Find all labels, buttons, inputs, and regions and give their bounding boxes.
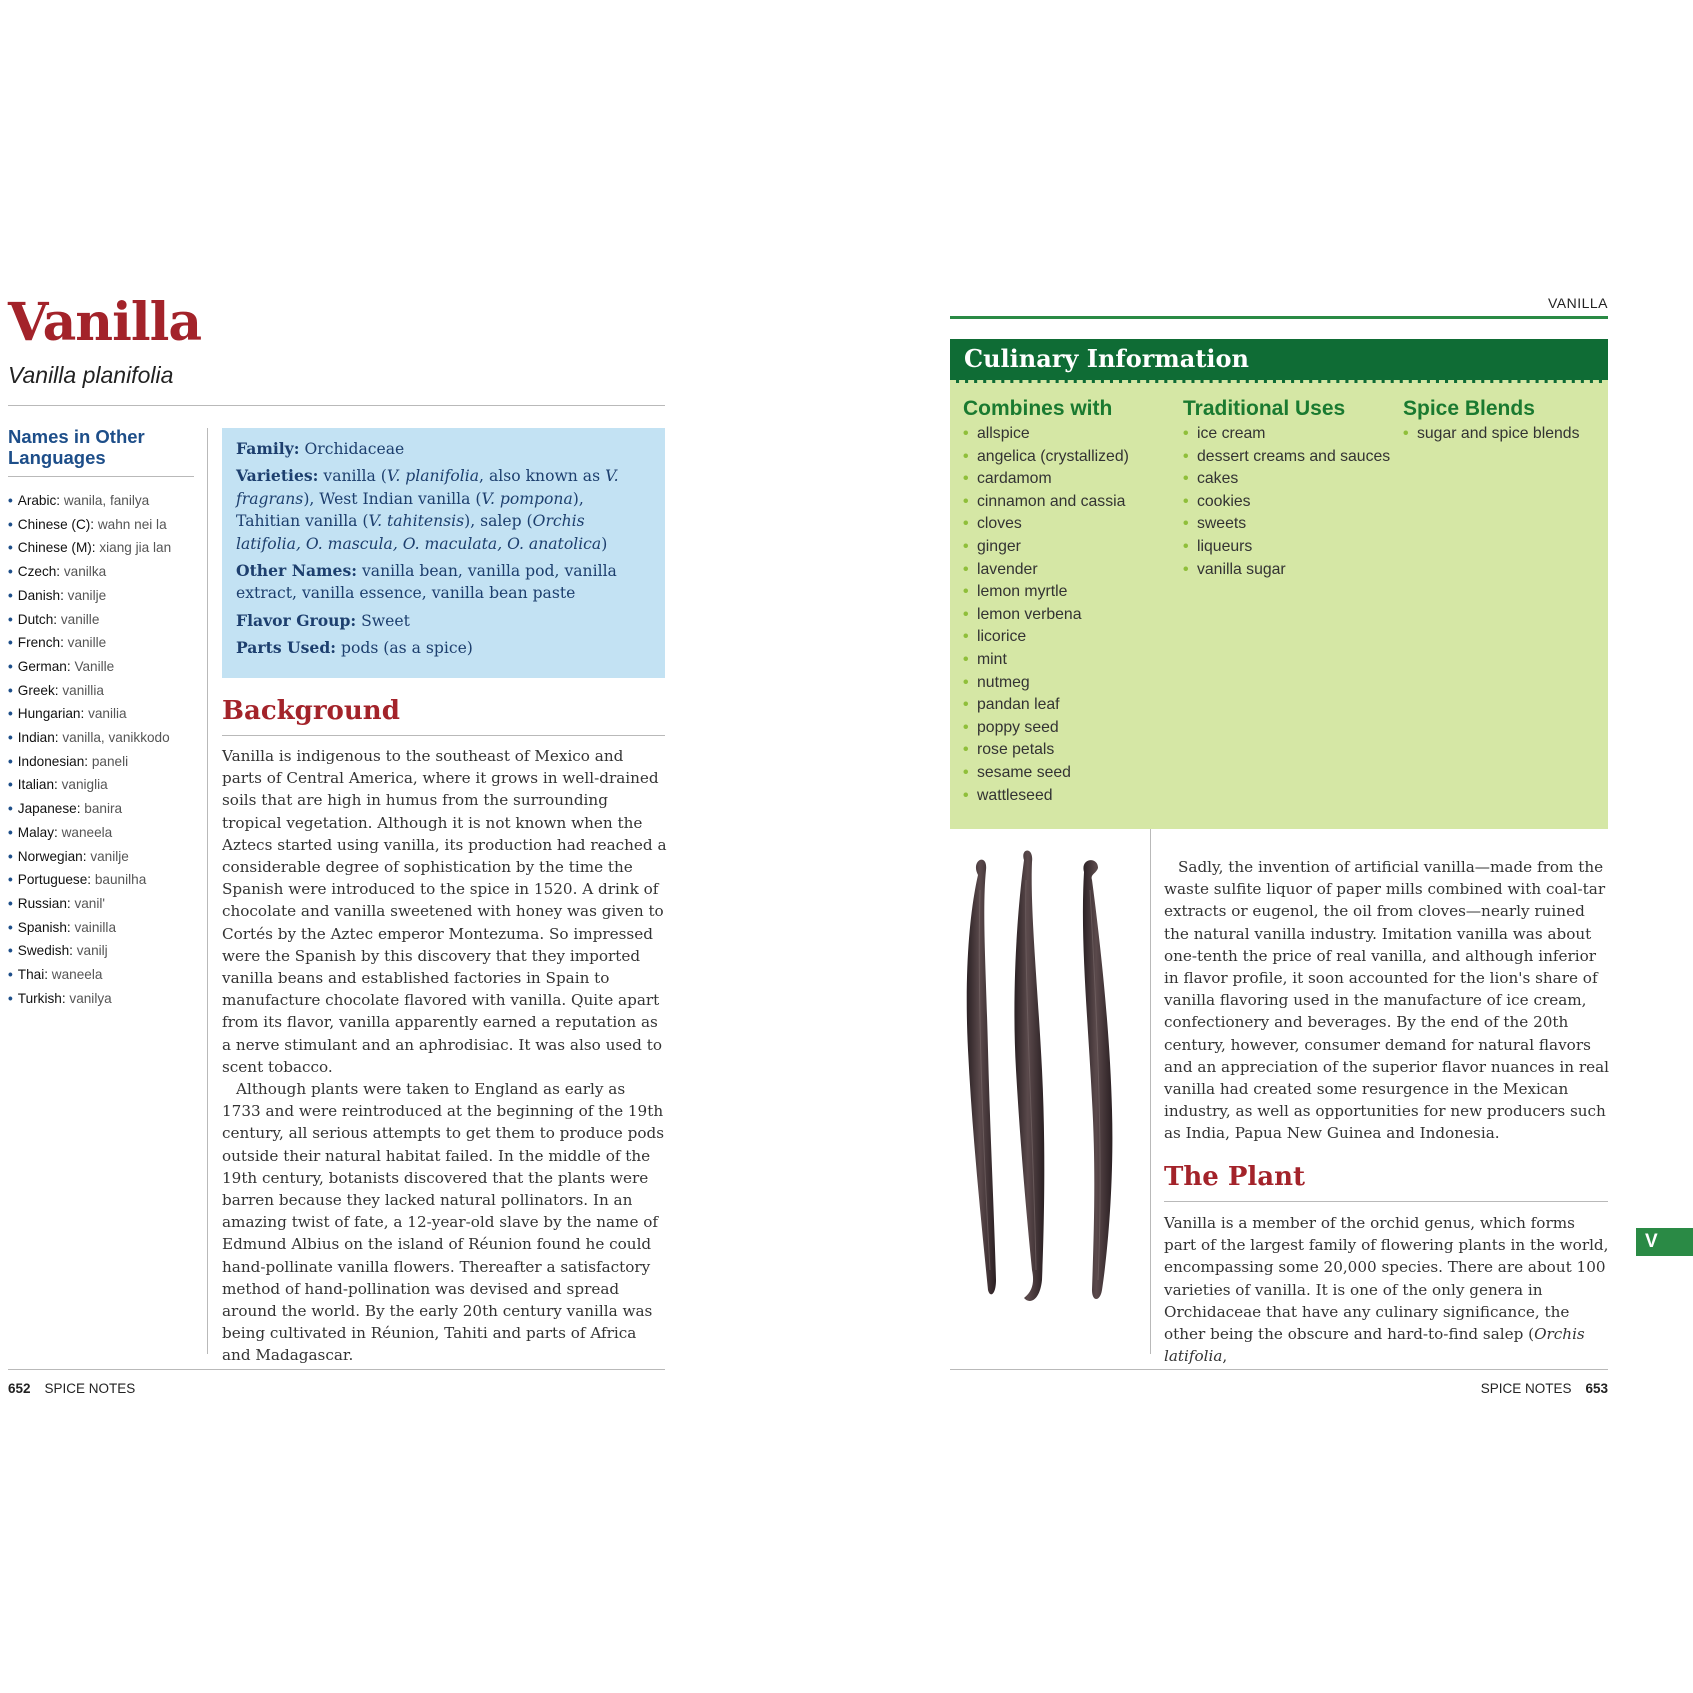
culinary-information-box	[950, 339, 1608, 829]
language-label: Danish:	[17, 587, 64, 603]
language-name-item	[8, 963, 194, 987]
language-name-item	[8, 797, 194, 821]
uses-item: • vanilla sugar	[1183, 559, 1393, 582]
language-name-item	[8, 608, 194, 632]
language-term: vanilje	[90, 848, 129, 864]
bullet-icon: •	[8, 967, 13, 983]
language-label: Indonesian:	[17, 753, 89, 769]
bullet-icon: •	[8, 872, 13, 888]
traditional-uses-column	[1183, 397, 1393, 581]
language-term: wahn nei la	[97, 516, 167, 532]
column-divider-right	[1150, 829, 1151, 1354]
bullet-icon: •	[8, 540, 13, 556]
combines-item: • nutmeg	[963, 672, 1173, 695]
language-label: Spanish:	[17, 919, 71, 935]
bullet-icon: •	[8, 824, 13, 840]
language-label: German:	[17, 658, 71, 674]
bullet-icon: •	[8, 611, 13, 627]
other-names-fact: Other Names: vanilla bean, vanilla pod, vanilla extract, vanilla essence, vanilla bean paste	[236, 561, 617, 603]
industry-text	[1164, 856, 1610, 1145]
bullet-icon: •	[8, 706, 13, 722]
language-term: vainilla	[74, 919, 117, 935]
language-term: banira	[84, 801, 123, 817]
language-label: Czech:	[17, 564, 61, 580]
language-term: waneela	[61, 824, 113, 840]
bullet-icon: •	[8, 635, 13, 651]
combines-item: • allspice	[963, 423, 1173, 446]
vanilla-pod-3	[1083, 860, 1112, 1299]
language-label: Malay:	[17, 824, 58, 840]
language-term: vanillia	[62, 682, 104, 698]
names-divider	[8, 476, 194, 477]
language-name-item	[8, 987, 194, 1011]
language-term: vaniglia	[61, 777, 108, 793]
page-number-right: 653	[1585, 1381, 1608, 1396]
language-name-item	[8, 702, 194, 726]
language-term: baunilha	[94, 872, 147, 888]
language-term: xiang jia lan	[99, 540, 172, 556]
running-head-rule	[950, 316, 1608, 319]
language-name-item	[8, 939, 194, 963]
the-plant-paragraph: Vanilla is a member of the orchid genus, which forms part of the largest family of flowering plants in the world, encompassing some 20,000 species. There are about 100 varieties of vanilla. It is one of the only genera in Orchidaceae that have any culinary significance, the other being the obscure and hard-to-find salep (Orchis latifolia,	[1164, 1214, 1609, 1366]
uses-item: • dessert creams and sauces	[1183, 446, 1393, 469]
combines-item: • lavender	[963, 559, 1173, 582]
language-label: Russian:	[17, 895, 71, 911]
language-label: Indian:	[17, 730, 59, 746]
bullet-icon: •	[8, 682, 13, 698]
bullet-icon: •	[8, 658, 13, 674]
uses-item: • cookies	[1183, 491, 1393, 514]
combines-item: • lemon verbena	[963, 604, 1173, 627]
background-paragraph-2: Although plants were taken to England as early as 1733 and were reintroduced at the beginning of the 19th century, all serious attempts to get them to produce pods outside their natural habitat failed. In the middle of the 19th century, botanists discovered that the plants were barren because they lacked natural pollinators. In an amazing twist of fate, a 12-year-old slave by the name of Edmund Albius on the island of Réunion found he could hand-pollinate vanilla flowers. Thereafter a satisfactory method of hand-pollination was devised and spread around the world. By the early 20th century vanilla was being cultivated in Réunion, Tahiti and parts of Africa and Madagascar.	[222, 1080, 665, 1365]
language-name-item	[8, 584, 194, 608]
bullet-icon: •	[8, 943, 13, 959]
spice-blends-column	[1403, 397, 1603, 446]
the-plant-divider	[1164, 1201, 1608, 1202]
combines-item: • licorice	[963, 626, 1173, 649]
industry-paragraph: Sadly, the invention of artificial vanilla—made from the waste sulfite liquor of paper mills combined with coal-tar extracts or eugenol, the oil from cloves—nearly ruined the natural vanilla industry. Imitation vanilla was about one-tenth the price of real vanilla, and although inferior in flavor profile, it soon accounted for the lion's share of vanilla flavoring used in the manufacture of ice cream, confectionery and beverages. By the end of the 20th century, however, consumer demand for natural flavors and an appreciation of the superior flavor nuances in real vanilla had created some resurgence in the Mexican industry, as well as opportunities for new producers such as India, Papua New Guinea and Indonesia.	[1164, 858, 1609, 1143]
combines-item: • wattleseed	[963, 785, 1173, 808]
parts-used-fact: Parts Used: pods (as a spice)	[236, 638, 473, 658]
thumb-index-tab: V	[1636, 1228, 1693, 1256]
language-name-item	[8, 773, 194, 797]
language-name-item	[8, 513, 194, 537]
language-name-item	[8, 892, 194, 916]
language-label: Chinese (C):	[17, 516, 95, 532]
language-term: waneela	[51, 967, 103, 983]
language-term: vanilje	[67, 587, 107, 603]
footer-divider-left	[8, 1369, 665, 1370]
names-list	[8, 489, 194, 1010]
language-term: vanille	[60, 611, 100, 627]
combines-item: • pandan leaf	[963, 694, 1173, 717]
page-title: Vanilla	[8, 292, 202, 353]
language-label: Thai:	[17, 967, 48, 983]
family-fact: Family: Orchidaceae	[236, 439, 405, 458]
language-name-item	[8, 845, 194, 869]
background-text	[222, 745, 668, 1367]
language-name-item	[8, 631, 194, 655]
section-label-right: SPICE NOTES	[1480, 1381, 1572, 1396]
combines-item: • rose petals	[963, 739, 1173, 762]
bullet-icon: •	[8, 990, 13, 1006]
uses-item: • liqueurs	[1183, 536, 1393, 559]
language-name-item	[8, 868, 194, 892]
language-label: French:	[17, 635, 64, 651]
bullet-icon: •	[8, 564, 13, 580]
column-divider	[207, 428, 208, 1354]
combines-item: • cinnamon and cassia	[963, 491, 1173, 514]
language-label: Arabic:	[17, 493, 61, 508]
bullet-icon: •	[8, 516, 13, 532]
blends-item: • sugar and spice blends	[1403, 423, 1603, 446]
language-label: Hungarian:	[17, 706, 85, 722]
names-heading: Names in Other Languages	[8, 426, 145, 468]
combines-item: • poppy seed	[963, 717, 1173, 740]
title-divider	[8, 405, 665, 406]
uses-item: • sweets	[1183, 513, 1393, 536]
language-name-item	[8, 821, 194, 845]
language-term: Vanille	[74, 658, 115, 674]
bullet-icon: •	[8, 895, 13, 911]
combines-item: • cloves	[963, 513, 1173, 536]
culinary-heading: Culinary Information	[950, 339, 1608, 383]
flavor-group-fact: Flavor Group: Sweet	[236, 610, 410, 630]
language-term: vanille	[67, 635, 107, 651]
combines-list	[963, 423, 1173, 807]
bullet-icon: •	[8, 848, 13, 864]
uses-list	[1183, 423, 1393, 581]
language-label: Portuguese:	[17, 872, 92, 888]
uses-heading: Traditional Uses	[1183, 397, 1346, 420]
language-name-item	[8, 679, 194, 703]
background-heading: Background	[222, 696, 400, 726]
background-paragraph-1: Vanilla is indigenous to the southeast of Mexico and parts of Central America, where it grows in well-drained soils that are high in humus from the surrounding tropical vegetation. Although it is not known when the Aztecs started using vanilla, its production had reached a considerable degree of sophistication by the time the Spanish were introduced to the spice in 1520. A drink of chocolate and vanilla sweetened with honey was given to Cortés by the Aztec emperor Montezuma. So impressed were the Spanish by this discovery that they imported vanilla beans and established factories in Spain to manufacture chocolate flavored with vanilla. Quite apart from its flavor, vanilla apparently earned a reputation as a nerve stimulant and an aphrodisiac. It was also used to scent tobacco.	[222, 747, 667, 1076]
the-plant-text	[1164, 1212, 1610, 1367]
language-label: Swedish:	[17, 943, 73, 959]
language-label: Greek:	[17, 682, 59, 698]
footer-divider-right	[950, 1369, 1608, 1370]
blends-list	[1403, 423, 1603, 446]
language-term: vanilj	[76, 943, 108, 959]
bullet-icon: •	[8, 801, 13, 817]
bullet-icon: •	[8, 777, 13, 793]
language-term: vanil'	[74, 895, 105, 911]
combines-item: • mint	[963, 649, 1173, 672]
running-head: VANILLA	[1547, 295, 1608, 311]
the-plant-heading: The Plant	[1164, 1162, 1306, 1192]
bullet-icon: •	[8, 919, 13, 935]
language-label: Chinese (M):	[17, 540, 96, 556]
names-in-other-languages-section	[8, 426, 194, 1010]
combines-item: • ginger	[963, 536, 1173, 559]
language-label: Japanese:	[17, 801, 81, 817]
vanilla-pod-1	[967, 860, 996, 1295]
language-name-item	[8, 560, 194, 584]
uses-item: • ice cream	[1183, 423, 1393, 446]
combines-heading: Combines with	[963, 397, 1113, 420]
language-name-item	[8, 489, 194, 513]
blends-heading: Spice Blends	[1403, 397, 1535, 420]
language-name-item	[8, 916, 194, 940]
bullet-icon: •	[8, 587, 13, 603]
folio-right	[1481, 1381, 1608, 1396]
language-term: paneli	[91, 753, 129, 769]
combines-item: • sesame seed	[963, 762, 1173, 785]
bullet-icon: •	[8, 730, 13, 746]
botanical-name: Vanilla planifolia	[8, 362, 174, 388]
combines-item: • angelica (crystallized)	[963, 446, 1173, 469]
language-term: vanilla, vanikkodo	[62, 730, 170, 746]
language-label: Italian:	[17, 777, 58, 793]
language-name-item	[8, 726, 194, 750]
language-name-item	[8, 750, 194, 774]
background-divider	[222, 735, 665, 736]
facts-box	[222, 428, 665, 678]
folio-left	[8, 1381, 135, 1396]
varieties-fact: Varieties: vanilla (V. planifolia, also known as V. fragrans), West Indian vanilla (V. pompona), Tahitian vanilla (V. tahitensis), salep (Orchis latifolia, O. mascula, O. maculata, O. anatolica)	[236, 466, 619, 553]
page-number-left: 652	[8, 1381, 31, 1396]
combines-item: • cardamom	[963, 468, 1173, 491]
vanilla-pods-photo	[950, 850, 1140, 1320]
bullet-icon: •	[8, 493, 13, 508]
language-name-item	[8, 655, 194, 679]
language-label: Norwegian:	[17, 848, 87, 864]
language-term: vanilya	[69, 990, 112, 1006]
section-label-left: SPICE NOTES	[44, 1381, 136, 1396]
language-term: wanila, fanilya	[63, 493, 150, 508]
uses-item: • cakes	[1183, 468, 1393, 491]
language-label: Dutch:	[17, 611, 58, 627]
language-name-item	[8, 536, 194, 560]
bullet-icon: •	[8, 753, 13, 769]
combines-item: • lemon myrtle	[963, 581, 1173, 604]
language-term: vanilka	[63, 564, 107, 580]
combines-with-column	[963, 397, 1173, 807]
language-term: vanilia	[88, 706, 127, 722]
language-label: Turkish:	[17, 990, 66, 1006]
vanilla-pod-2	[1014, 851, 1044, 1301]
